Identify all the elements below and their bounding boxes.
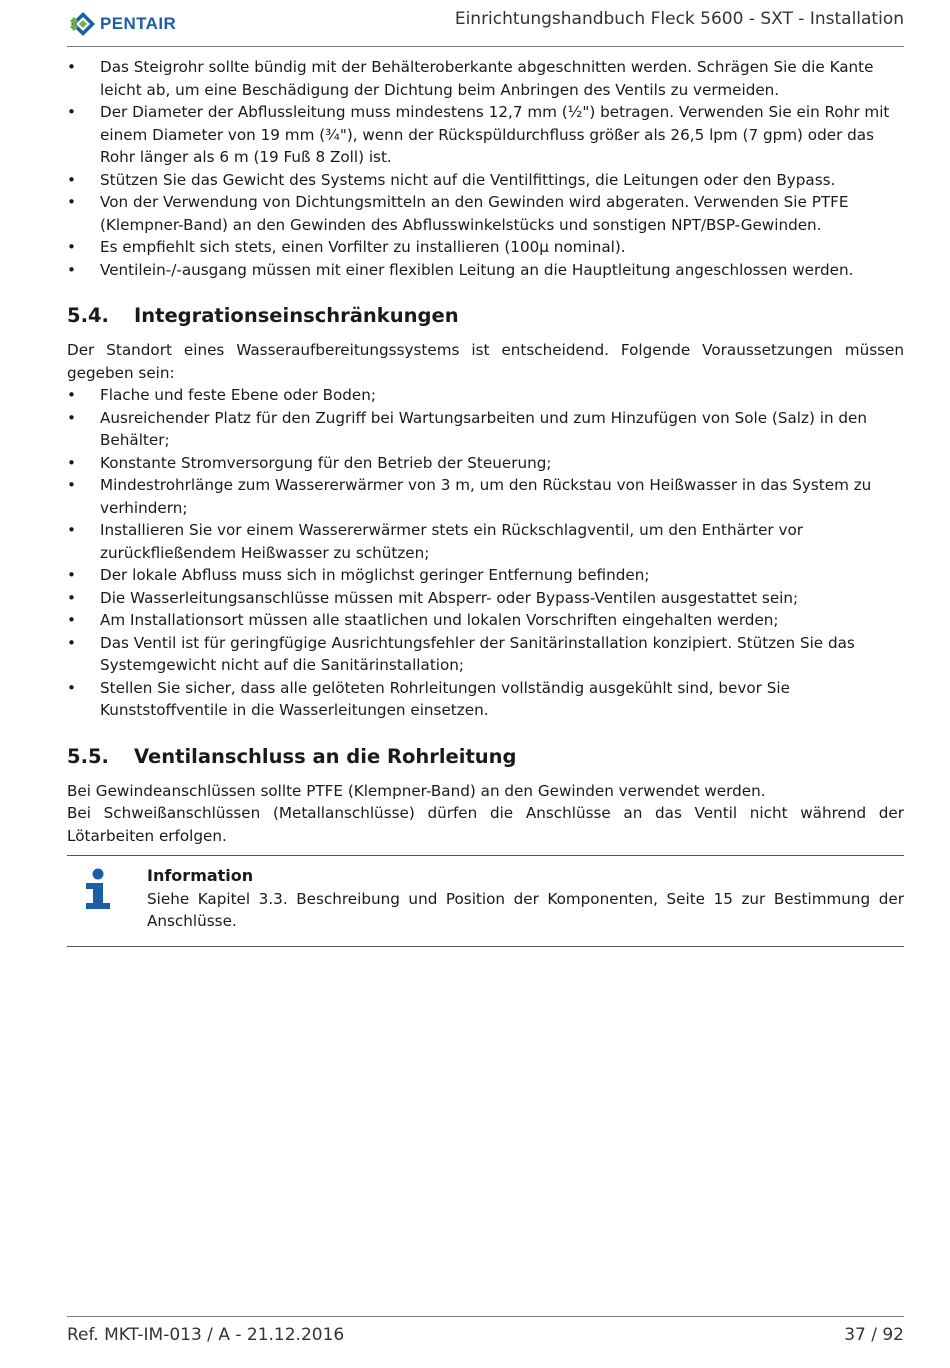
pentair-logo-icon <box>70 11 96 37</box>
list-item: • Ventilein-/-ausgang müssen mit einer flexiblen Leitung an die Hauptleitung angeschlossen werden. <box>67 259 904 282</box>
section-number: 5.5. <box>67 744 109 768</box>
document-reference: Ref. MKT-IM-013 / A - 21.12.2016 <box>67 1325 345 1345</box>
requirements-bullet-list <box>67 384 904 722</box>
list-item: • Installieren Sie vor einem Wassererwärmer stets ein Rückschlagventil, um den Enthärter vor zurückfließendem Heißwasser zu schützen; <box>67 519 904 564</box>
section-number: 5.4. <box>67 304 109 327</box>
list-item: • Stellen Sie sicher, dass alle gelöteten Rohrleitungen vollständig ausgekühlt sind, bevor Sie Kunststoffventile in die Wasserleitungen einsetzen. <box>67 677 904 722</box>
info-icon <box>83 868 113 910</box>
list-item: • Das Ventil ist für geringfügige Ausrichtungsfehler der Sanitärinstallation konzipiert. Stützen Sie das Systemgewicht nicht auf die Sanitärinstallation; <box>67 632 904 677</box>
pentair-logo <box>70 9 176 39</box>
list-item: • Stützen Sie das Gewicht des Systems nicht auf die Ventilfittings, die Leitungen oder den Bypass. <box>67 169 904 192</box>
list-item: • Von der Verwendung von Dichtungsmitteln an den Gewinden wird abgeraten. Verwenden Sie PTFE (Klempner-Band) an den Gewinden des Abflusswinkelstücks und sonstigen NPT/BSP-Gewinden. <box>67 191 904 236</box>
information-text: Siehe Kapitel 3.3. Beschreibung und Position der Komponenten, Seite 15 zur Bestimmung der Anschlüsse. <box>147 889 904 930</box>
brand-name: PENTAIR <box>100 14 177 33</box>
list-item: • Ausreichender Platz für den Zugriff bei Wartungsarbeiten und zum Hinzufügen von Sole (Salz) in den Behälter; <box>67 407 904 452</box>
information-box <box>67 855 904 947</box>
list-item: • Die Wasserleitungsanschlüsse müssen mit Absperr- oder Bypass-Ventilen ausgestattet sein; <box>67 587 904 610</box>
document-title: Einrichtungshandbuch Fleck 5600 - SXT - Installation <box>454 9 904 29</box>
section-title: Integrationseinschränkungen <box>134 304 459 327</box>
intro-bullet-list <box>67 56 904 281</box>
list-item: • Es empfiehlt sich stets, einen Vorfilter zu installieren (100µ nominal). <box>67 236 904 259</box>
page-number: 37 / 92 <box>844 1325 904 1345</box>
list-item: • Mindestrohrlänge zum Wassererwärmer von 3 m, um den Rückstau von Heißwasser in das System zu verhindern; <box>67 474 904 519</box>
paragraph: Bei Schweißanschlüssen (Metallanschlüsse) dürfen die Anschlüsse an das Ventil nicht während der Lötarbeiten erfolgen. <box>67 804 904 845</box>
list-item: • Der Diameter der Abflussleitung muss mindestens 12,7 mm (½") betragen. Verwenden Sie ein Rohr mit einem Diameter von 19 mm (¾"), wenn der Rückspüldurchfluss größer als 26,5 lpm (7 gpm) oder das Rohr länger als 6 m (19 Fuß 8 Zoll) ist. <box>67 101 904 169</box>
page-footer <box>67 1316 904 1351</box>
page-header <box>67 6 904 47</box>
list-item: • Das Steigrohr sollte bündig mit der Behälteroberkante abgeschnitten werden. Schrägen Sie die Kante leicht ab, um eine Beschädigung der Dichtung beim Anbringen des Ventils zu vermeiden. <box>67 56 904 101</box>
paragraph: Bei Gewindeanschlüssen sollte PTFE (Klempner-Band) an den Gewinden verwendet werden. <box>67 781 766 800</box>
section-intro: Der Standort eines Wasseraufbereitungssystems ist entscheidend. Folgende Voraussetzungen müssen gegeben sein: <box>67 341 904 382</box>
section-title: Ventilanschluss an die Rohrleitung <box>134 744 517 768</box>
list-item: • Flache und feste Ebene oder Boden; <box>67 384 904 407</box>
section-heading-5-4 <box>67 303 904 329</box>
list-item: • Am Installationsort müssen alle staatlichen und lokalen Vorschriften eingehalten werden; <box>67 609 904 632</box>
list-item: • Konstante Stromversorgung für den Betrieb der Steuerung; <box>67 452 904 475</box>
information-title: Information <box>147 866 254 885</box>
section-heading-5-5 <box>67 744 904 770</box>
information-body <box>147 865 904 933</box>
list-item: • Der lokale Abfluss muss sich in möglichst geringer Entfernung befinden; <box>67 564 904 587</box>
main-content <box>67 56 904 947</box>
